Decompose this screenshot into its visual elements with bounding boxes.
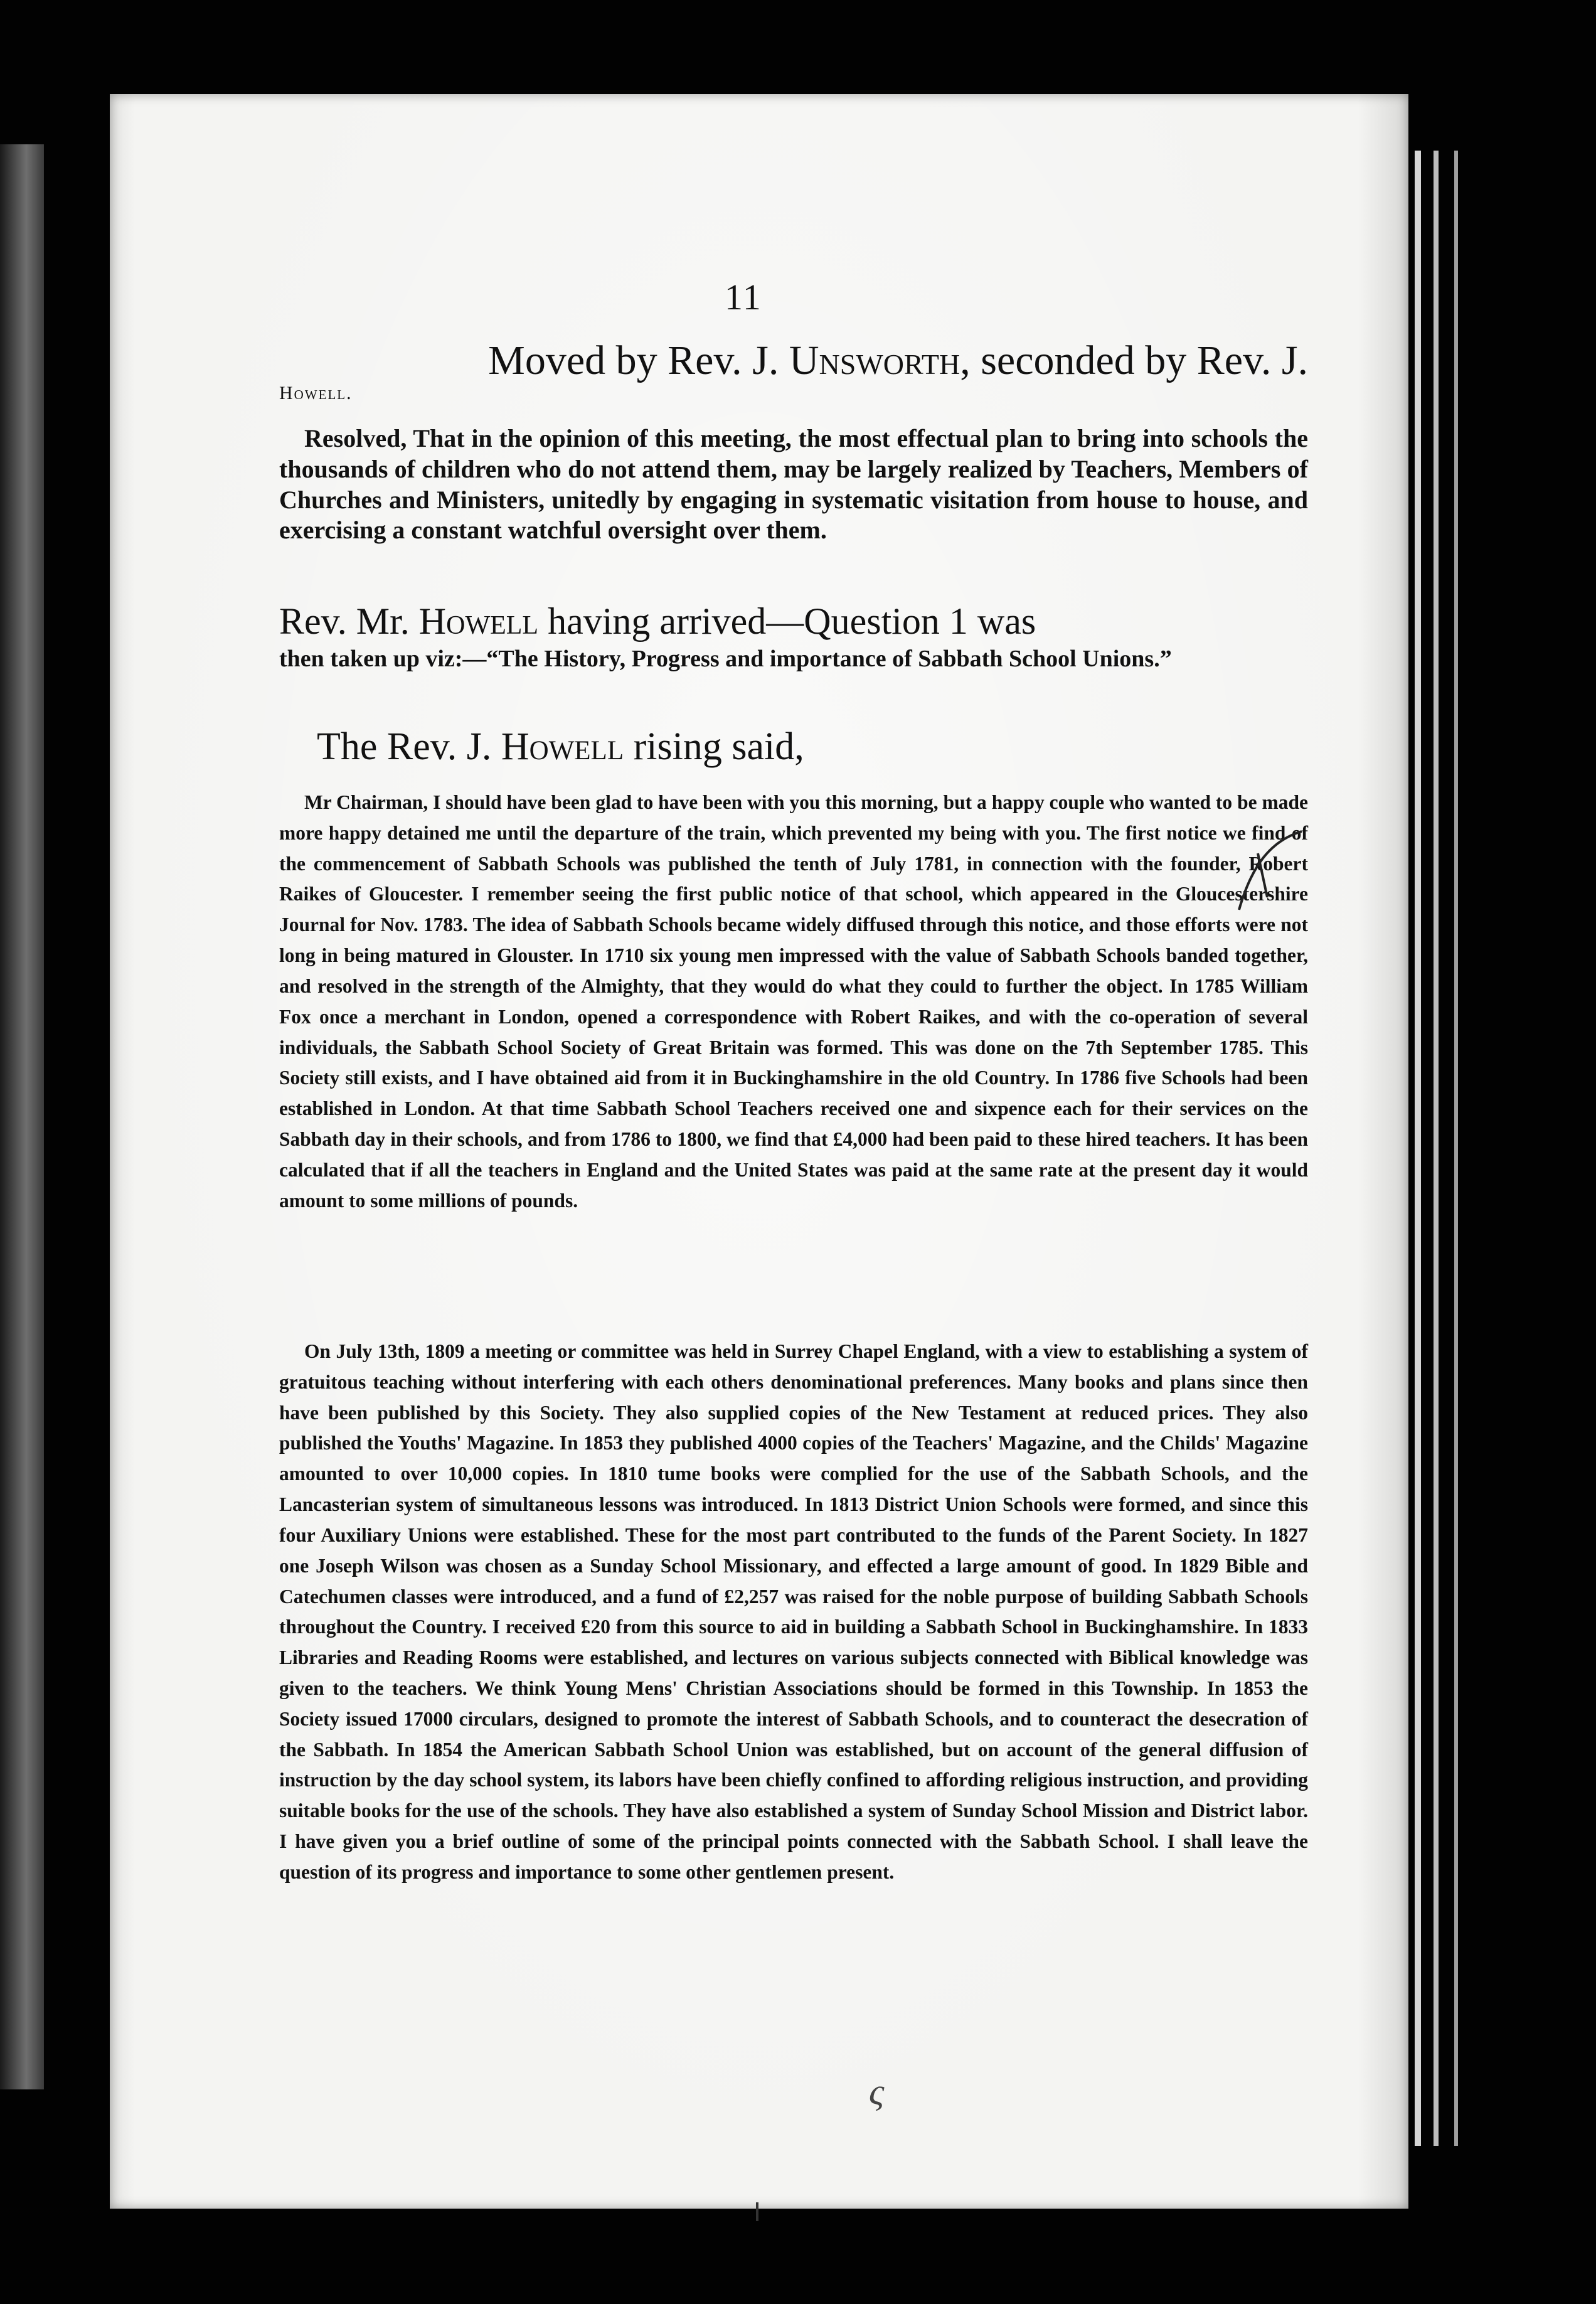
speech-heading	[317, 725, 1346, 769]
motion-mover: Unsworth	[789, 338, 960, 383]
page-stack-edge	[1434, 151, 1439, 2146]
ink-annotation-mark	[1233, 828, 1308, 916]
book-page	[110, 94, 1408, 2209]
arrival-name: Howell	[418, 600, 539, 642]
arrival-prefix: Rev. Mr.	[279, 600, 419, 642]
motion-seconder: Howell.	[279, 383, 353, 403]
arrival-suffix: having arrived—Question 1 was	[538, 600, 1036, 642]
arrival-continuation: then taken up viz:—“The History, Progress and importance of Sabbath School Unions.”	[279, 646, 1172, 672]
adjacent-page-edge	[0, 144, 44, 2089]
motion-prefix: Moved by Rev. J.	[488, 338, 789, 383]
page-stack-edge	[1454, 151, 1458, 2146]
page-number: 11	[725, 277, 762, 317]
speech-heading-name: Howell	[501, 725, 624, 768]
resolution-paragraph: Resolved, That in the opinion of this meeting, the most effectual plan to bring into schools the thousands of children who do not attend them, may be largely realized by Teachers, Members of Churches and Ministers, unitedly by engaging in systematic visitation from house to house, and exercising a constant watchful oversight over them.	[279, 424, 1308, 545]
bottom-ink-dot	[756, 2202, 758, 2221]
page-stack-edge	[1415, 151, 1421, 2146]
motion-line	[279, 333, 1308, 388]
speech-paragraph-2: On July 13th, 1809 a meeting or committee was held in Surrey Chapel England, with a view to establishing a system of gratuitous teaching without interfering with each others denominational preferences. Many books and plans since then have been published by this Society. They also supplied copies of the New Testament at reduced prices. They also published the Youths' Magazine. In 1853 they published 4000 copies of the Teachers' Magazine, and the Childs' Magazine amounted to over 10,000 copies. In 1810 tume books were complied for the use of the Sabbath Schools, and the Lancasterian system of simultaneous lessons was introduced. In 1813 District Union Schools were formed, and since this four Auxiliary Unions were established. These for the most part contributed to the funds of the Parent Society. In 1827 one Joseph Wilson was chosen as a Sunday School Missionary, and effected a large amount of good. In 1829 Bible and Catechumen classes were introduced, and a fund of £2,257 was raised for the noble purpose of building Sabbath Schools throughout the Country. I received £20 from this source to aid in building a Sabbath School in Buckinghamshire. In 1833 Libraries and Reading Rooms were established, and lectures on various subjects connected with Biblical knowledge was given to the teachers. We think Young Mens' Christian Associations should be formed in this Township. In 1853 the Society issued 17000 circulars, designed to promote the interest of Sabbath Schools, and to counteract the desecration of the Sabbath. In 1854 the American Sabbath School Union was established, but on account of the general diffusion of instruction by the day school system, its labors have been chiefly confined to affording religious instruction, and providing suitable books for the use of the schools. They have also established a system of Sunday School Mission and District labor. I have given you a brief outline of some of the principal points connected with the Sabbath School. I shall leave the question of its progress and importance to some other gentlemen present.	[279, 1340, 1308, 1883]
speech-heading-suffix: rising said,	[624, 725, 804, 768]
motion-middle: , seconded by Rev. J.	[960, 338, 1308, 383]
arrival-heading	[279, 596, 1308, 647]
stray-ink-mark: ς	[869, 2071, 885, 2113]
speech-paragraph-1: Mr Chairman, I should have been glad to have been with you this morning, but a happy couple who wanted to be made more happy detained me until the departure of the train, which prevented my being with you. The first notice we find of the commencement of Sabbath Schools was published the tenth of July 1781, in connection with the founder, Robert Raikes of Gloucester. I remember seeing the first public notice of that school, which appeared in the Gloucestershire Journal for Nov. 1783. The idea of Sabbath Schools became widely diffused through this notice, and those efforts were not long in being matured in Glouster. In 1710 six young men impressed with the value of Sabbath Schools banded together, and resolved in the strength of the Almighty, that they would do what they could to further the object. In 1785 William Fox once a merchant in London, opened a correspondence with Robert Raikes, and with the co-operation of several individuals, the Sabbath School Society of Great Britain was formed. This was done on the 7th September 1785. This Society still exists, and I have obtained aid from it in Buckinghamshire in the old Country. In 1786 five Schools had been established in London. At that time Sabbath School Teachers received one and sixpence each for their services on the Sabbath day in their schools, and from 1786 to 1800, we find that £4,000 had been paid to these hired teachers. It has been calculated that if all the teachers in England and the United States was paid at the same rate at the present day it would amount to some millions of pounds.	[279, 791, 1308, 1212]
speech-heading-prefix: The Rev. J.	[317, 725, 501, 768]
